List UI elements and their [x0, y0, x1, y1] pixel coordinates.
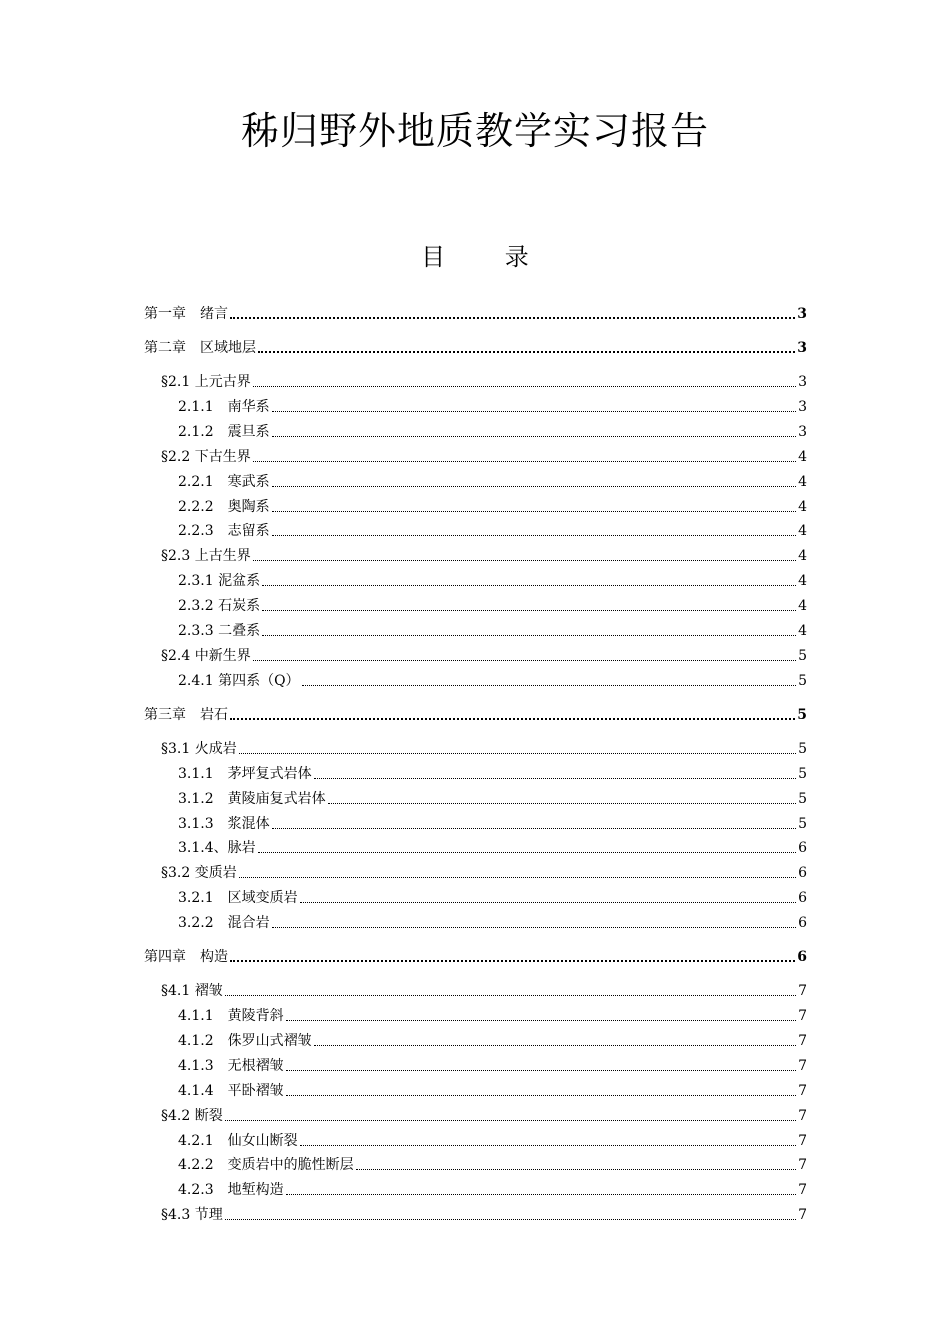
toc-section-entry[interactable] [161, 737, 807, 759]
toc-dot-leader [272, 511, 796, 512]
toc-section-entry[interactable] [178, 1004, 807, 1026]
toc-page-number: 7 [798, 1082, 807, 1099]
toc-dot-leader [230, 317, 795, 319]
toc-section-entry[interactable] [178, 569, 807, 591]
toc-page-number: 7 [798, 1008, 807, 1024]
toc-page-number: 3 [797, 306, 807, 322]
toc-page-number: 7 [798, 1157, 807, 1174]
toc-section-entry[interactable] [178, 519, 807, 541]
toc-entry-label: §2.4 中新生界 [161, 647, 251, 664]
toc-section-entry[interactable] [178, 1079, 807, 1101]
toc-dot-leader [286, 1020, 796, 1021]
toc-page-number: 6 [797, 949, 807, 966]
toc-page-number: 6 [798, 915, 807, 932]
toc-chapter-entry[interactable] [144, 945, 807, 967]
toc-page-number: 4 [798, 623, 807, 639]
toc-page-number: 7 [798, 983, 807, 1000]
toc-dot-leader [300, 902, 796, 903]
toc-entry-label: 3.1.2 黄陵庙复式岩体 [178, 790, 326, 807]
toc-entry-label: 2.1.2 震旦系 [178, 423, 270, 440]
toc-dot-leader [225, 995, 796, 996]
toc-section-entry[interactable] [178, 812, 807, 834]
toc-chapter-entry[interactable] [144, 703, 807, 725]
toc-entry-label: 2.2.2 奥陶系 [178, 498, 270, 515]
toc-dot-leader [272, 535, 796, 536]
toc-page-number: 4 [798, 448, 807, 465]
toc-entry-label: 3.1.4、脉岩 [178, 840, 256, 857]
toc-section-entry[interactable] [178, 836, 807, 858]
toc-entry-label: 4.1.2 侏罗山式褶皱 [178, 1032, 312, 1049]
toc-entry-label: 3.1.1 茅坪复式岩体 [178, 765, 312, 782]
toc-page-number: 6 [798, 890, 807, 907]
toc-chapter-entry[interactable] [144, 302, 807, 324]
toc-entry-label: §4.3 节理 [161, 1207, 223, 1224]
toc-entry-label: 3.2.1 区域变质岩 [178, 890, 298, 907]
toc-section-entry[interactable] [161, 979, 807, 1001]
toc-page-number: 3 [798, 398, 807, 415]
toc-entry-label: 4.2.3 地堑构造 [178, 1182, 284, 1199]
toc-section-entry[interactable] [161, 445, 807, 467]
toc-entry-label: §4.2 断裂 [161, 1107, 223, 1124]
toc-page-number: 5 [798, 647, 807, 664]
toc-section-entry[interactable] [178, 420, 807, 442]
toc-entry-label: §2.2 下古生界 [161, 448, 251, 465]
toc-section-entry[interactable] [161, 544, 807, 566]
toc-section-entry[interactable] [178, 669, 807, 691]
toc-section-entry[interactable] [178, 886, 807, 908]
toc-dot-leader [258, 351, 795, 353]
toc-entry-label: 2.3.3 二叠系 [178, 623, 261, 639]
toc-section-entry[interactable] [178, 495, 807, 517]
toc-page-number: 4 [798, 573, 807, 590]
toc-page-number: 3 [798, 374, 807, 390]
toc-section-entry[interactable] [178, 594, 807, 616]
toc-entry-label: 4.1.1 黄陵背斜 [178, 1008, 284, 1024]
toc-entry-label: 第二章 区域地层 [144, 340, 256, 356]
toc-dot-leader [272, 927, 796, 928]
toc-dot-leader [253, 660, 796, 661]
toc-entry-label: 4.2.2 变质岩中的脆性断层 [178, 1157, 354, 1174]
toc-section-entry[interactable] [161, 1203, 807, 1225]
toc-entry-label: 4.2.1 仙女山断裂 [178, 1132, 298, 1149]
toc-dot-leader [258, 852, 796, 853]
toc-dot-leader [272, 828, 796, 829]
toc-entry-label: 2.3.2 石炭系 [178, 598, 261, 615]
toc-entry-label: 第三章 岩石 [144, 706, 228, 723]
toc-page-number: 6 [798, 865, 807, 882]
toc-entry-label: §2.3 上古生界 [161, 548, 251, 565]
toc-entry-label: 2.2.1 寒武系 [178, 473, 270, 490]
toc-dot-leader [314, 778, 796, 779]
document-title: 秭归野外地质教学实习报告 [240, 109, 709, 153]
toc-page-number: 4 [798, 473, 807, 490]
toc-section-entry[interactable] [161, 1104, 807, 1126]
toc-page-number: 3 [797, 340, 807, 356]
toc-section-entry[interactable] [178, 1129, 807, 1151]
toc-dot-leader [272, 436, 796, 437]
toc-page-number: 3 [798, 423, 807, 440]
toc-page-number: 4 [798, 523, 807, 540]
toc-dot-leader [286, 1070, 796, 1071]
toc-page-number: 5 [798, 765, 807, 782]
toc-dot-leader [230, 718, 795, 720]
toc-dot-leader [225, 1219, 796, 1220]
toc-section-entry[interactable] [178, 787, 807, 809]
toc-dot-leader [230, 960, 795, 962]
toc-entry-label: 2.1.1 南华系 [178, 398, 270, 415]
toc-entry-label: 4.1.4 平卧褶皱 [178, 1082, 284, 1099]
toc-page-number: 7 [798, 1107, 807, 1124]
toc-section-entry[interactable] [161, 370, 807, 392]
toc-section-entry[interactable] [161, 644, 807, 666]
toc-dot-leader [239, 753, 796, 754]
toc-page-number: 4 [798, 548, 807, 565]
toc-dot-leader [253, 386, 796, 387]
toc-entry-label: 第一章 绪言 [144, 306, 228, 322]
toc-page-number: 4 [798, 498, 807, 515]
toc-dot-leader [262, 585, 796, 586]
toc-section-entry[interactable] [178, 1178, 807, 1200]
toc-entry-label: §3.1 火成岩 [161, 740, 237, 757]
toc-dot-leader [272, 411, 796, 412]
toc-page-number: 5 [798, 740, 807, 757]
toc-entry-label: 2.3.1 泥盆系 [178, 573, 261, 590]
toc-dot-leader [328, 803, 796, 804]
toc-dot-leader [300, 1145, 796, 1146]
toc-section-entry[interactable] [178, 1029, 807, 1051]
toc-entry-label: 3.1.3 浆混体 [178, 815, 270, 832]
toc-section-entry[interactable] [178, 395, 807, 417]
toc-page-number: 7 [798, 1132, 807, 1149]
toc-section-entry[interactable] [178, 762, 807, 784]
toc-section-entry[interactable] [178, 619, 807, 641]
toc-entry-label: §3.2 变质岩 [161, 865, 237, 882]
toc-dot-leader [253, 461, 796, 462]
toc-page-number: 5 [798, 672, 807, 689]
toc-entry-label: §2.1 上元古界 [161, 374, 251, 390]
toc-dot-leader [286, 1194, 796, 1195]
toc-page-number: 4 [798, 598, 807, 615]
toc-page-number: 5 [798, 815, 807, 832]
toc-page-number: 5 [797, 706, 807, 723]
toc-section-entry[interactable] [178, 1054, 807, 1076]
toc-dot-leader [314, 1045, 796, 1046]
toc-page-number: 5 [798, 790, 807, 807]
toc-dot-leader [356, 1169, 796, 1170]
toc-section-entry[interactable] [178, 1153, 807, 1175]
toc-dot-leader [262, 635, 796, 636]
toc-entry-label: 4.1.3 无根褶皱 [178, 1057, 284, 1074]
toc-dot-leader [262, 610, 796, 611]
toc-dot-leader [286, 1095, 796, 1096]
toc-entry-label: 3.2.2 混合岩 [178, 915, 270, 932]
toc-dot-leader [225, 1120, 796, 1121]
toc-entry-label: 第四章 构造 [144, 949, 228, 966]
toc-entry-label: 2.4.1 第四系（Q） [178, 672, 300, 689]
toc-dot-leader [272, 486, 796, 487]
toc-heading: 目 录 [421, 243, 555, 271]
toc-dot-leader [253, 560, 796, 561]
toc-dot-leader [302, 685, 797, 686]
toc-section-entry[interactable] [178, 911, 807, 933]
toc-page-number: 6 [798, 840, 807, 857]
toc-page-number: 7 [798, 1032, 807, 1049]
toc-section-entry[interactable] [161, 861, 807, 883]
toc-page-number: 7 [798, 1182, 807, 1199]
toc-dot-leader [239, 877, 796, 878]
toc-page-number: 7 [798, 1057, 807, 1074]
toc-page-number: 7 [798, 1207, 807, 1224]
toc-entry-label: 2.2.3 志留系 [178, 523, 270, 540]
toc-entry-label: §4.1 褶皱 [161, 983, 223, 1000]
toc-section-entry[interactable] [178, 470, 807, 492]
toc-chapter-entry[interactable] [144, 336, 807, 358]
